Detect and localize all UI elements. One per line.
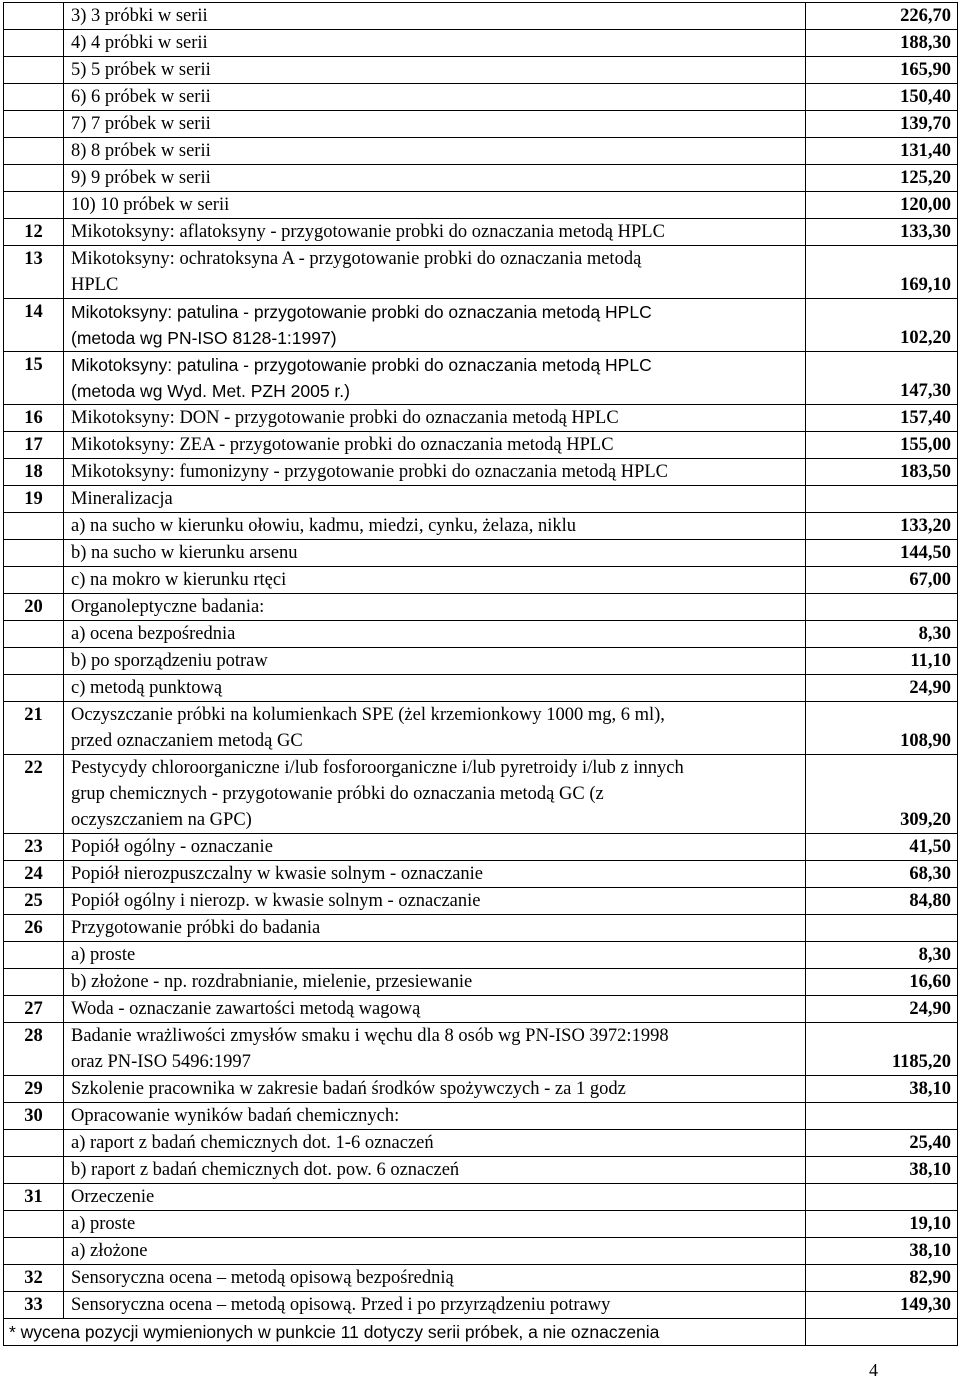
item-number — [4, 84, 64, 111]
table-row — [4, 3, 958, 30]
item-number: 21 — [4, 702, 64, 755]
table-row — [4, 111, 958, 138]
item-number: 30 — [4, 1103, 64, 1130]
item-number: 22 — [4, 755, 64, 834]
table-row — [4, 621, 958, 648]
item-number — [4, 567, 64, 594]
item-description: Pestycydy chloroorganiczne i/lub fosforoorganiczne i/lub pyretroidy i/lub z innych grup chemicznych - przygotowanie próbki do oznaczania metodą GC (z oczyszczaniem na GPC) — [64, 755, 806, 834]
item-price: 38,10 — [806, 1076, 958, 1103]
item-price: 120,00 — [806, 192, 958, 219]
item-number — [4, 540, 64, 567]
item-price: 157,40 — [806, 405, 958, 432]
table-row — [4, 30, 958, 57]
table-row — [4, 138, 958, 165]
table-row — [4, 1023, 958, 1076]
table-row — [4, 246, 958, 299]
table-row — [4, 165, 958, 192]
item-price — [806, 915, 958, 942]
item-price — [806, 594, 958, 621]
table-row — [4, 486, 958, 513]
item-number — [4, 648, 64, 675]
item-number: 23 — [4, 834, 64, 861]
item-number — [4, 3, 64, 30]
table-row — [4, 540, 958, 567]
item-number: 17 — [4, 432, 64, 459]
item-description: 5) 5 próbek w serii — [64, 57, 806, 84]
item-price: 1185,20 — [806, 1023, 958, 1076]
item-number — [4, 1157, 64, 1184]
price-list-table — [3, 2, 958, 1346]
item-price: 8,30 — [806, 942, 958, 969]
item-price: 84,80 — [806, 888, 958, 915]
item-description: Orzeczenie — [64, 1184, 806, 1211]
table-row — [4, 996, 958, 1023]
item-description: c) na mokro w kierunku rtęci — [64, 567, 806, 594]
table-row — [4, 1157, 958, 1184]
item-price: 149,30 — [806, 1292, 958, 1319]
table-row — [4, 1103, 958, 1130]
table-row — [4, 1130, 958, 1157]
table-row — [4, 594, 958, 621]
table-row — [4, 219, 958, 246]
table-row — [4, 1211, 958, 1238]
item-description: b) raport z badań chemicznych dot. pow. 6 oznaczeń — [64, 1157, 806, 1184]
table-row — [4, 513, 958, 540]
item-number — [4, 138, 64, 165]
item-price: 155,00 — [806, 432, 958, 459]
item-number — [4, 969, 64, 996]
item-price: 150,40 — [806, 84, 958, 111]
footnote-empty-cell — [806, 1319, 958, 1346]
item-description: Sensoryczna ocena – metodą opisową bezpośrednią — [64, 1265, 806, 1292]
item-description: Mikotoksyny: ZEA - przygotowanie probki do oznaczania metodą HPLC — [64, 432, 806, 459]
item-number: 12 — [4, 219, 64, 246]
table-row — [4, 1265, 958, 1292]
item-description: Mikotoksyny: patulina - przygotowanie probki do oznaczania metodą HPLC (metoda wg Wyd. Met. PZH 2005 r.) — [64, 352, 806, 405]
item-number — [4, 1130, 64, 1157]
table-row — [4, 352, 958, 405]
page-number: 4 — [869, 1360, 878, 1380]
item-number: 24 — [4, 861, 64, 888]
item-number — [4, 513, 64, 540]
item-number — [4, 621, 64, 648]
table-row — [4, 84, 958, 111]
item-number: 16 — [4, 405, 64, 432]
item-description: Popiół nierozpuszczalny w kwasie solnym - oznaczanie — [64, 861, 806, 888]
table-row — [4, 888, 958, 915]
item-number — [4, 111, 64, 138]
item-description: a) proste — [64, 942, 806, 969]
item-description: Mineralizacja — [64, 486, 806, 513]
item-number — [4, 942, 64, 969]
item-description: Mikotoksyny: ochratoksyna A - przygotowanie probki do oznaczania metodą HPLC — [64, 246, 806, 299]
table-row — [4, 675, 958, 702]
item-price: 8,30 — [806, 621, 958, 648]
item-price: 165,90 — [806, 57, 958, 84]
price-list-body — [4, 3, 958, 1346]
item-price: 147,30 — [806, 352, 958, 405]
item-price: 19,10 — [806, 1211, 958, 1238]
item-description: a) na sucho w kierunku ołowiu, kadmu, miedzi, cynku, żelaza, niklu — [64, 513, 806, 540]
item-description: Opracowanie wyników badań chemicznych: — [64, 1103, 806, 1130]
item-price: 309,20 — [806, 755, 958, 834]
item-number — [4, 57, 64, 84]
item-price: 131,40 — [806, 138, 958, 165]
table-row — [4, 861, 958, 888]
item-price: 169,10 — [806, 246, 958, 299]
item-price: 108,90 — [806, 702, 958, 755]
item-number: 28 — [4, 1023, 64, 1076]
table-row — [4, 1076, 958, 1103]
table-row — [4, 755, 958, 834]
item-number — [4, 1211, 64, 1238]
item-number: 32 — [4, 1265, 64, 1292]
item-number: 13 — [4, 246, 64, 299]
item-price — [806, 1184, 958, 1211]
item-description: 10) 10 próbek w serii — [64, 192, 806, 219]
item-price: 24,90 — [806, 996, 958, 1023]
table-row — [4, 1184, 958, 1211]
item-description: a) ocena bezpośrednia — [64, 621, 806, 648]
item-price: 188,30 — [806, 30, 958, 57]
item-price: 102,20 — [806, 299, 958, 352]
item-price: 82,90 — [806, 1265, 958, 1292]
item-description: Popiół ogólny i nierozp. w kwasie solnym - oznaczanie — [64, 888, 806, 915]
item-description: Sensoryczna ocena – metodą opisową. Przed i po przyrządzeniu potrawy — [64, 1292, 806, 1319]
item-price: 183,50 — [806, 459, 958, 486]
table-row — [4, 1238, 958, 1265]
item-number — [4, 1238, 64, 1265]
table-row — [4, 567, 958, 594]
item-number: 14 — [4, 299, 64, 352]
table-row — [4, 648, 958, 675]
table-row — [4, 299, 958, 352]
table-row — [4, 432, 958, 459]
table-row — [4, 57, 958, 84]
item-description: Badanie wrażliwości zmysłów smaku i węchu dla 8 osób wg PN-ISO 3972:1998 oraz PN-ISO 5496:1997 — [64, 1023, 806, 1076]
item-price: 226,70 — [806, 3, 958, 30]
item-description: b) na sucho w kierunku arsenu — [64, 540, 806, 567]
item-number — [4, 30, 64, 57]
item-price: 139,70 — [806, 111, 958, 138]
table-row — [4, 1292, 958, 1319]
item-price: 16,60 — [806, 969, 958, 996]
item-number: 25 — [4, 888, 64, 915]
item-number: 20 — [4, 594, 64, 621]
item-number: 27 — [4, 996, 64, 1023]
item-price: 133,30 — [806, 219, 958, 246]
table-row — [4, 192, 958, 219]
item-price: 41,50 — [806, 834, 958, 861]
item-number — [4, 165, 64, 192]
item-description: a) proste — [64, 1211, 806, 1238]
item-description: a) raport z badań chemicznych dot. 1-6 oznaczeń — [64, 1130, 806, 1157]
item-number: 26 — [4, 915, 64, 942]
item-description: Mikotoksyny: DON - przygotowanie probki do oznaczania metodą HPLC — [64, 405, 806, 432]
table-row — [4, 459, 958, 486]
item-price: 68,30 — [806, 861, 958, 888]
item-price: 67,00 — [806, 567, 958, 594]
item-number: 15 — [4, 352, 64, 405]
table-row — [4, 969, 958, 996]
item-price: 11,10 — [806, 648, 958, 675]
table-row — [4, 915, 958, 942]
item-price: 144,50 — [806, 540, 958, 567]
item-price: 38,10 — [806, 1238, 958, 1265]
table-row — [4, 834, 958, 861]
item-number — [4, 192, 64, 219]
table-row — [4, 942, 958, 969]
item-price — [806, 486, 958, 513]
item-number — [4, 675, 64, 702]
item-description: 3) 3 próbki w serii — [64, 3, 806, 30]
item-description: Woda - oznaczanie zawartości metodą wagową — [64, 996, 806, 1023]
item-description: Szkolenie pracownika w zakresie badań środków spożywczych - za 1 godz — [64, 1076, 806, 1103]
item-price: 24,90 — [806, 675, 958, 702]
item-description: Organoleptyczne badania: — [64, 594, 806, 621]
item-number: 18 — [4, 459, 64, 486]
item-description: Popiół ogólny - oznaczanie — [64, 834, 806, 861]
item-description: Mikotoksyny: fumonizyny - przygotowanie probki do oznaczania metodą HPLC — [64, 459, 806, 486]
item-price: 125,20 — [806, 165, 958, 192]
item-description: Mikotoksyny: aflatoksyny - przygotowanie probki do oznaczania metodą HPLC — [64, 219, 806, 246]
item-description: 6) 6 próbek w serii — [64, 84, 806, 111]
item-description: 9) 9 próbek w serii — [64, 165, 806, 192]
item-description: 8) 8 próbek w serii — [64, 138, 806, 165]
item-number: 31 — [4, 1184, 64, 1211]
item-description: a) złożone — [64, 1238, 806, 1265]
item-number: 33 — [4, 1292, 64, 1319]
item-price: 133,20 — [806, 513, 958, 540]
item-description: Przygotowanie próbki do badania — [64, 915, 806, 942]
item-number: 29 — [4, 1076, 64, 1103]
table-row — [4, 702, 958, 755]
item-description: 4) 4 próbki w serii — [64, 30, 806, 57]
item-number: 19 — [4, 486, 64, 513]
footnote-row — [4, 1319, 958, 1346]
item-price — [806, 1103, 958, 1130]
item-description: c) metodą punktową — [64, 675, 806, 702]
footnote: * wycena pozycji wymienionych w punkcie 11 dotyczy serii próbek, a nie oznaczenia — [4, 1319, 806, 1346]
item-description: Mikotoksyny: patulina - przygotowanie probki do oznaczania metodą HPLC (metoda wg PN-ISO 8128-1:1997) — [64, 299, 806, 352]
item-description: 7) 7 próbek w serii — [64, 111, 806, 138]
item-description: b) złożone - np. rozdrabnianie, mielenie, przesiewanie — [64, 969, 806, 996]
item-price: 25,40 — [806, 1130, 958, 1157]
item-price: 38,10 — [806, 1157, 958, 1184]
item-description: Oczyszczanie próbki na kolumienkach SPE (żel krzemionkowy 1000 mg, 6 ml), przed oznaczaniem metodą GC — [64, 702, 806, 755]
table-row — [4, 405, 958, 432]
item-description: b) po sporządzeniu potraw — [64, 648, 806, 675]
